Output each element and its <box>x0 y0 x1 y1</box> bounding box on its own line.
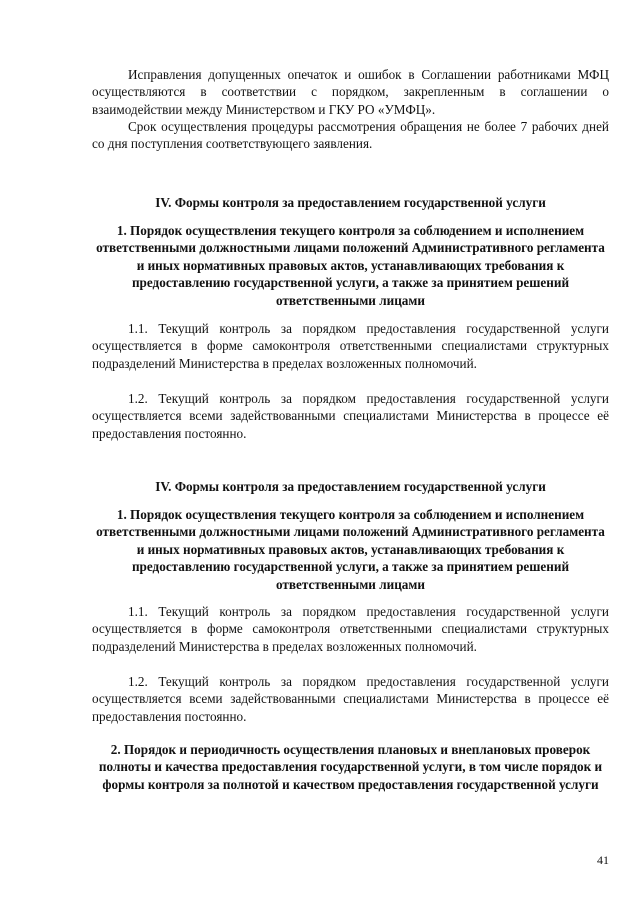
page-number: 41 <box>597 853 609 867</box>
intro-paragraph-2: Срок осуществления процедуры рассмотрения обращения не более 7 рабочих дней со дня поступления соответствующего заявления. <box>92 119 609 152</box>
section-heading-iv: IV. Формы контроля за предоставлением государственной услуги <box>155 195 546 210</box>
subsection-heading-1: 1. Порядок осуществления текущего контроля за соблюдением и исполнением ответственными должностными лицами положений Административного регламента и иных нормативных правовых актов, устанавливающих требования к предоставлению государственной услуги, а также за принятием решений ответственными лицами <box>96 223 605 308</box>
subsection-heading-1-repeat: 1. Порядок осуществления текущего контроля за соблюдением и исполнением ответственными должностными лицами положений Административного регламента и иных нормативных правовых актов, устанавливающих требования к предоставлению государственной услуги, а также за принятием решений ответственными лицами <box>96 507 605 592</box>
paragraph-1-1: 1.1. Текущий контроль за порядком предоставления государственной услуги осуществляется в форме самоконтроля ответственными специалистами структурных подразделений Министерства в пределах возложенных полномочий. <box>92 321 609 371</box>
intro-paragraph-1: Исправления допущенных опечаток и ошибок в Соглашении работниками МФЦ осуществляются в соответствии с порядком, закрепленным в соглашении о взаимодействии между Министерством и ГКУ РО «УМФЦ». <box>92 67 609 117</box>
subsection-heading-2: 2. Порядок и периодичность осуществления плановых и внеплановых проверок полноты и качества предоставления государственной услуги, в том числе порядок и формы контроля за полнотой и качеством предоставления государственной услуги <box>98 742 603 792</box>
section-heading-iv-repeat: IV. Формы контроля за предоставлением государственной услуги <box>155 479 546 494</box>
paragraph-1-1-repeat: 1.1. Текущий контроль за порядком предоставления государственной услуги осуществляется в форме самоконтроля ответственными специалистами структурных подразделений Министерства в пределах возложенных полномочий. <box>92 604 609 654</box>
paragraph-1-2: 1.2. Текущий контроль за порядком предоставления государственной услуги осуществляется всеми задействованными специалистами Министерства в процессе её предоставления постоянно. <box>92 391 609 441</box>
paragraph-1-2-repeat: 1.2. Текущий контроль за порядком предоставления государственной услуги осуществляется всеми задействованными специалистами Министерства в процессе её предоставления постоянно. <box>92 674 609 724</box>
